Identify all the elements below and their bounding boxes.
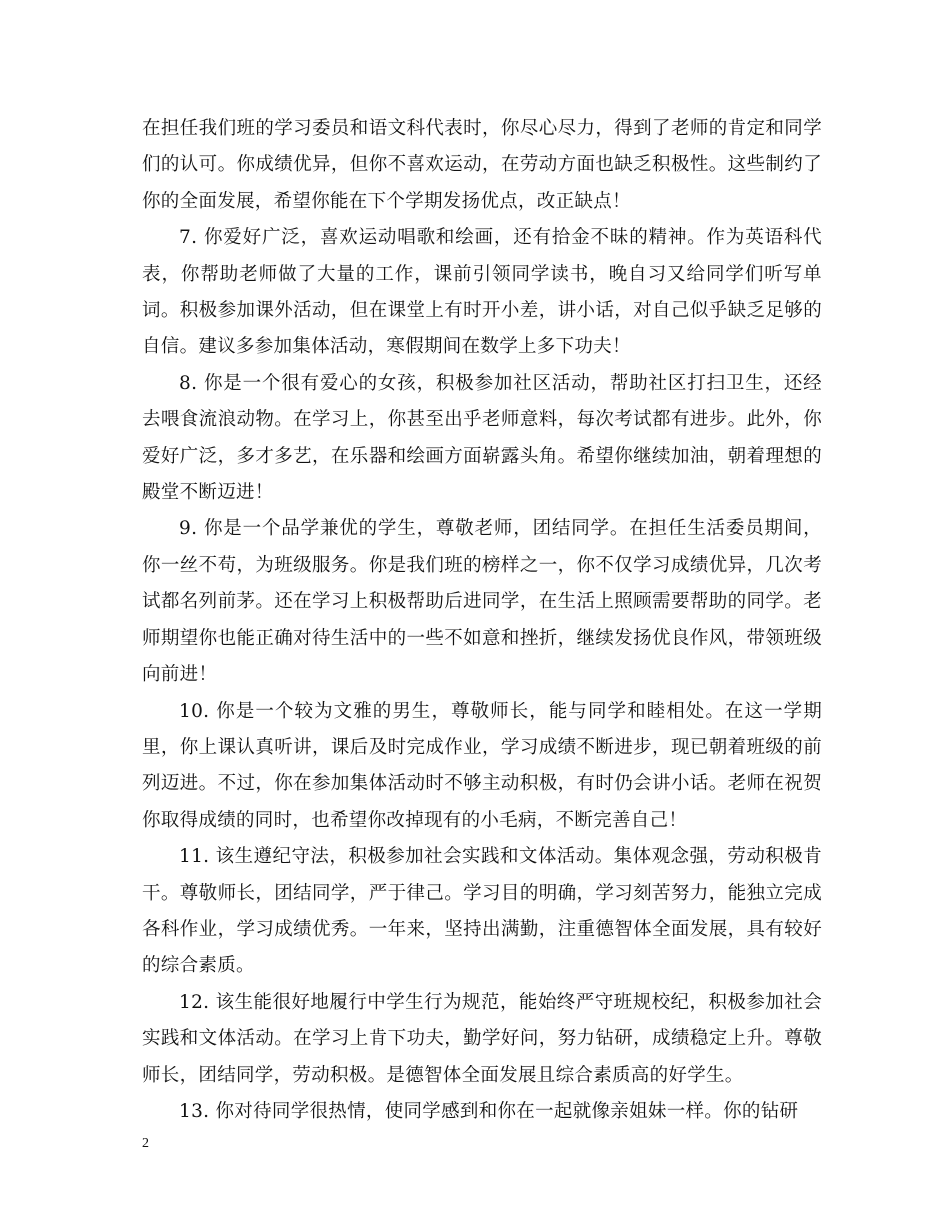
paragraph-item-9: 9. 你是一个品学兼优的学生，尊敬老师，团结同学。在担任生活委员期间，你一丝不苟，为班级服务。你是我们班的榜样之一，你不仅学习成绩优异，几次考试都名列前茅。还在学习上积极帮助后进同学，在生活上照顾需要帮助的同学。老师期望你也能正确对待生活中的一些不如意和挫折，继续发扬优良作风，带领班级向前进！ bbox=[142, 518, 822, 686]
paragraph-continuation: 在担任我们班的学习委员和语文科代表时，你尽心尽力，得到了老师的肯定和同学们的认可。你成绩优异，但你不喜欢运动，在劳动方面也缺乏积极性。这些制约了你的全面发展，希望你能在下个学期发扬优点，改正缺点！ bbox=[142, 118, 822, 212]
paragraph-item-11: 11. 该生遵纪守法，积极参加社会实践和文体活动。集体观念强，劳动积极肯干。尊敬师长，团结同学，严于律己。学习目的明确，学习刻苦努力，能独立完成各科作业，学习成绩优秀。一年来，坚持出满勤，注重德智体全面发展，具有较好的综合素质。 bbox=[142, 846, 822, 977]
paragraph-item-12: 12. 该生能很好地履行中学生行为规范，能始终严守班规校纪，积极参加社会实践和文体活动。在学习上肯下功夫，勤学好问，努力钻研，成绩稳定上升。尊敬师长，团结同学，劳动积极。是德智体全面发展且综合素质高的好学生。 bbox=[142, 991, 822, 1086]
paragraph-item-7: 7. 你爱好广泛，喜欢运动唱歌和绘画，还有拾金不昧的精神。作为英语科代表，你帮助老师做了大量的工作，课前引领同学读书，晚自习又给同学们听写单词。积极参加课外活动，但在课堂上有时开小差，讲小话，对自己似乎缺乏足够的自信。建议多参加集体活动，寒假期间在数学上多下功夫！ bbox=[142, 227, 822, 358]
paragraph-item-10: 10. 你是一个较为文雅的男生，尊敬师长，能与同学和睦相处。在这一学期里，你上课认真听讲，课后及时完成作业，学习成绩不断进步，现已朝着班级的前列迈进。不过，你在参加集体活动时不够主动积极，有时仍会讲小话。老师在祝贺你取得成绩的同时，也希望你改掉现有的小毛病，不断完善自己！ bbox=[142, 700, 822, 831]
paragraph-item-13: 13. 你对待同学很热情，使同学感到和你在一起就像亲姐妹一样。你的钻研 bbox=[179, 1100, 799, 1122]
paragraph-item-8: 8. 你是一个很有爱心的女孩，积极参加社区活动，帮助社区打扫卫生，还经去喂食流浪动物。在学习上，你甚至出乎老师意料，每次考试都有进步。此外，你爱好广泛，多才多艺，在乐器和绘画方面崭露头角。希望你继续加油，朝着理想的殿堂不断迈进！ bbox=[142, 372, 822, 504]
document-body bbox=[142, 111, 822, 1130]
page-number: 2 bbox=[142, 1136, 149, 1151]
